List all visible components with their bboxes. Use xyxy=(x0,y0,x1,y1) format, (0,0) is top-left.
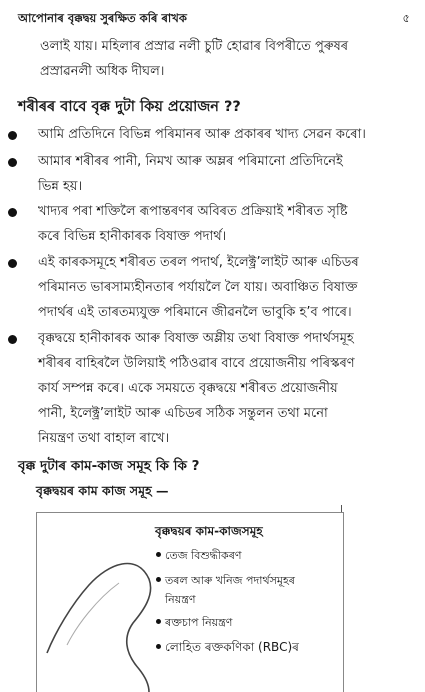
text-line: নিয়ন্ত্ৰণ তথা বাহাল ৰাখে। xyxy=(38,431,170,446)
bullet-icon xyxy=(156,619,161,624)
text-line: কৰে বিভিন্ন হানীকাৰক বিষাক্ত পদাৰ্থ। xyxy=(38,229,227,244)
bullet-item xyxy=(38,149,413,199)
bullet-icon xyxy=(8,335,17,344)
text-line: ওলাই যায়। মহিলাৰ প্ৰস্ৰাৱ নলী চুটি হোৱাৰ বিপৰীতে পুৰুষৰ xyxy=(40,39,349,54)
figure-title: বৃক্কদ্বয়ৰ কাম-কাজসমূহ xyxy=(155,524,263,538)
header-title: আপোনাৰ বৃক্কদ্বয় সুৰক্ষিত কৰি ৰাখক xyxy=(18,11,187,25)
text-line: পানী, ইলেক্ট্ৰ’লাইট আৰু এচিডৰ সঠিক সন্তুলন তথা মনো xyxy=(38,406,328,421)
kidney-functions-figure xyxy=(36,512,344,692)
bullet-item xyxy=(38,250,413,325)
bullet-icon xyxy=(156,644,161,649)
section-heading-why-kidneys: শৰীৰৰ বাবে বৃক্ক দুটা কিয় প্ৰয়োজন ?? xyxy=(18,99,241,115)
figure-item-text: তেজ বিশুদ্ধীকৰণ xyxy=(165,549,242,562)
bullet-icon xyxy=(8,259,17,268)
text-line: এই কাৰকসমূহে শৰীৰত তৰল পদাৰ্থ, ইলেক্ট্ৰ’লাইট আৰু এচিডৰ xyxy=(38,255,359,270)
bullet-icon xyxy=(8,158,17,167)
text-line: খাদ্যৰ পৰা শক্তিলৈ ৰূপান্তৰণৰ অবিৰত প্ৰক্ৰিয়াই শৰীৰত সৃষ্টি xyxy=(38,204,348,219)
bullet-icon xyxy=(8,131,17,140)
figure-item xyxy=(165,547,242,566)
figure-item-text: ৰক্তচাপ নিয়ন্ত্ৰণ xyxy=(165,616,233,629)
bullet-icon xyxy=(156,552,161,557)
text-line: আমি প্ৰতিদিনে বিভিন্ন পৰিমানৰ আৰু প্ৰকাৰৰ খাদ্য সেৱন কৰো। xyxy=(38,127,366,142)
section-heading-kidney-functions: বৃক্ক দুটাৰ কাম-কাজ সমূহ কি কি ? xyxy=(18,458,200,474)
page-number: ৫ xyxy=(402,11,410,25)
figure-item-text: লোহিত ৰক্তকণিকা (RBC)ৰ xyxy=(165,640,299,654)
bullet-item xyxy=(38,199,413,249)
figure-item-text: নিয়ন্ত্ৰণ xyxy=(165,593,196,606)
kidney-shade-icon xyxy=(67,583,119,645)
figure-item xyxy=(165,639,299,659)
text-line: পদাৰ্থৰ এই তাৰতম্যযুক্ত পৰিমানে জীৱনলৈ ভাবুকি হ’ব পাৰে। xyxy=(38,305,352,320)
figure-caption: বৃক্কদ্বয়ৰ কাম কাজ সমূহ — xyxy=(36,483,169,498)
bullet-item xyxy=(38,326,413,451)
running-header xyxy=(18,10,410,28)
text-line: প্ৰস্ৰাৱনলী অধিক দীঘল। xyxy=(40,64,165,79)
figure-item xyxy=(165,572,295,610)
kidney-outline-icon xyxy=(47,564,151,692)
text-line: পৰিমানত ভাৰসাম্যহীনতাৰ পৰ্যায়লৈ লৈ যায়। অবাঞ্চিত বিষাক্ত xyxy=(38,280,358,295)
text-line: আমাৰ শৰীৰৰ পানী, নিমখ আৰু অম্লৰ পৰিমানো প্ৰতিদিনেই xyxy=(38,154,343,169)
text-line: বৃক্কদ্বয়ে হানীকাৰক আৰু বিষাক্ত অম্লীয় তথা বিষাক্ত পদাৰ্থসমূহ xyxy=(38,331,354,346)
intro-paragraph xyxy=(40,34,412,84)
figure-item xyxy=(165,614,232,633)
bullet-icon xyxy=(8,208,17,217)
bullet-icon xyxy=(156,577,161,582)
text-line: কাৰ্য সম্পন্ন কৰে। একে সময়তে বৃক্কদ্বয়ে শৰীৰত প্ৰয়োজনীয় xyxy=(38,381,338,396)
text-line: শৰীৰৰ বাহিৰলৈ উলিয়াই পঠিওৱাৰ বাবে প্ৰয়োজনীয় পৰিস্কৰণ xyxy=(38,356,355,371)
figure-item-text: তৰল আৰু খনিজ পদাৰ্থসমূহৰ xyxy=(165,574,295,587)
text-line: ভিন্ন হয়। xyxy=(38,179,83,194)
bullet-item xyxy=(38,122,413,147)
